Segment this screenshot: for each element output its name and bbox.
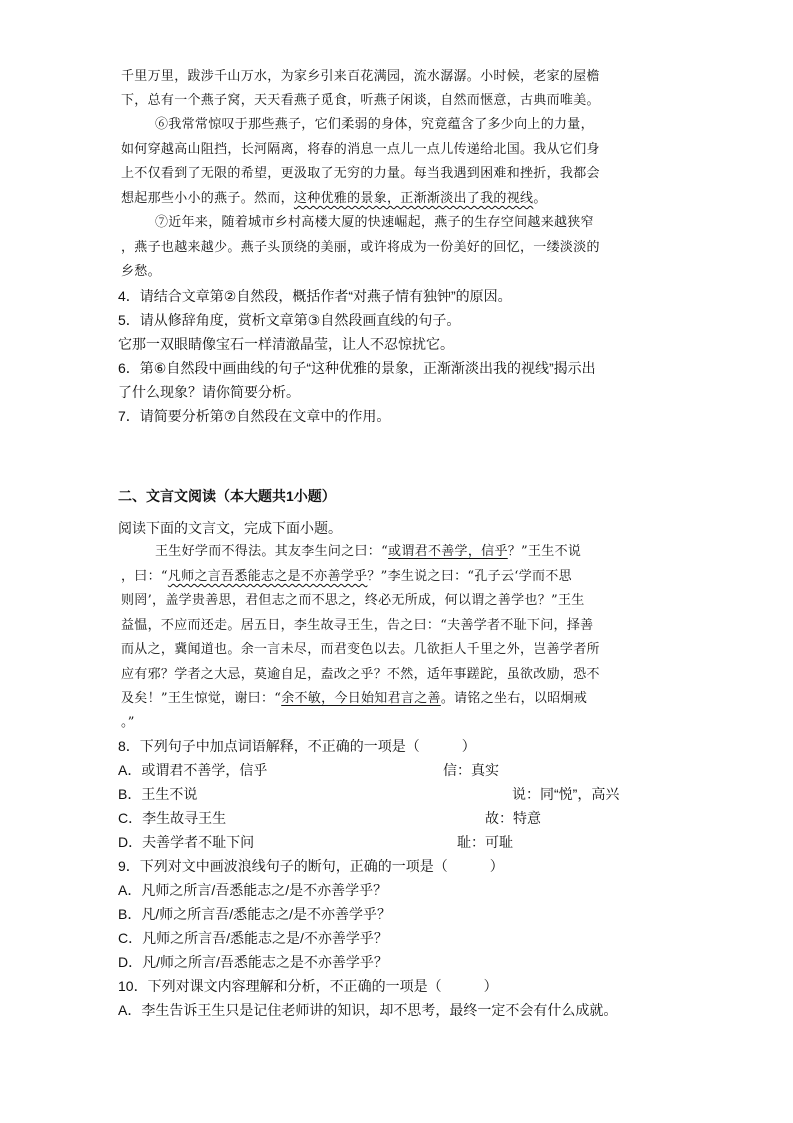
question-8-option-a-gloss: 信：真实 (443, 762, 499, 778)
question-9-option-d: D．凡/师之所言/吾悉能志之是不亦善学乎？ (118, 954, 388, 970)
question-9-option-a: A．凡师之所言/吾悉能志之/是不亦善学乎？ (118, 882, 388, 898)
question-8-option-c-gloss: 故：特意 (485, 810, 541, 826)
essay-para6-line4-tail: 。 (533, 191, 547, 206)
classical-line2 (121, 565, 572, 589)
question-6-line1: 6．第⑥自然段中画曲线的句子“这种优雅的景象，正渐渐淡出我的视线”揭示出 (118, 360, 596, 376)
classical-line1-lead: 王生好学而不得法。其友李生问之曰：“ (155, 544, 389, 559)
section-2-heading: 二、文言文阅读（本大题共1小题） (118, 488, 336, 504)
question-9-option-b: B．凡/师之所言吾/悉能志之/是不亦善学乎？ (118, 906, 392, 922)
question-10-option-a: A．李生告诉王生只是记住老师讲的知识，却不思考，最终一定不会有什么成就。 (118, 1002, 618, 1018)
essay-para5-line1: 千里万里，跋涉千山万水，为家乡引来百花满园，流水潺潺。小时候，老家的屋檐 (121, 69, 600, 84)
question-6-line2: 了什么现象？请你简要分析。 (118, 384, 300, 400)
classical-line7-tail: 。请铭之坐右，以昭炯戒 (440, 691, 588, 706)
underlined-sentence-1: 或谓君不善学，信乎 (388, 544, 508, 559)
question-10-stem: 10．下列对课文内容理解和分析，不正确的一项是（ ） (118, 978, 498, 994)
question-5: 5．请从修辞角度，赏析文章第③自然段画直线的句子。 (118, 312, 461, 328)
essay-para6-line1: ⑥我常常惊叹于那些燕子，它们柔弱的身体，究竟蕴含了多少向上的力量， (155, 117, 594, 132)
classical-line2-tail: ？”李生说之曰：“孔子云‘学而不思 (367, 569, 572, 584)
question-8-option-d-gloss: 耻：可耻 (457, 834, 513, 850)
question-9-option-c: C．凡师之所言吾/悉能志之是/不亦善学乎？ (118, 930, 388, 946)
question-8-option-c: C．李生故寻王生 (118, 810, 227, 826)
classical-line6: 应有邪？学者之大忌，莫逾自足，盍改之乎？不然，适年事蹉跎，虽欲改励，恐不 (121, 667, 600, 682)
curved-underlined-sentence: 这种优雅的景象，正渐渐淡出了我的视线 (293, 191, 534, 206)
essay-para6-line3: 上不仅看到了无限的希望，更汲取了无穷的力量。每当我遇到困难和挫折，我都会 (121, 166, 600, 181)
classical-line1-tail: ？”王生不说 (507, 544, 582, 559)
classical-line5: 而从之，冀闻道也。余一言未尽，而君变色以去。几欲拒人千里之外，岂善学者所 (121, 642, 600, 657)
question-4: 4．请结合文章第②自然段，概括作者“对燕子情有独钟”的原因。 (118, 288, 512, 304)
question-5-quote: 它那一双眼睛像宝石一样清澈晶莹，让人不忍惊扰它。 (118, 336, 454, 352)
essay-para6-line4-lead: 想起那些小小的燕子。然而， (121, 191, 294, 206)
question-8-stem: 8．下列句子中加点词语解释，不正确的一项是（ ） (118, 738, 476, 754)
classical-line2-lead: ，曰：“ (121, 569, 168, 584)
section-2-intro: 阅读下面的文言文，完成下面小题。 (118, 520, 342, 536)
classical-line4: 益愠，不应而还走。居五日，李生故寻王生，告之曰：“夫善学者不耻下问，择善 (121, 618, 594, 633)
essay-para7-line2: ，燕子也越来越少。燕子头顶绕的美丽，或许将成为一份美好的回忆，一缕淡淡的 (121, 240, 600, 255)
classical-line7 (121, 687, 587, 711)
wavy-underlined-sentence: 凡师之言吾悉能志之是不亦善学乎 (167, 569, 368, 584)
classical-line8: 。” (121, 715, 135, 730)
essay-para5-line2: 下，总有一个燕子窝，天天看燕子觅食，听燕子闲谈，自然而惬意，古典而唯美。 (121, 93, 600, 108)
classical-line1 (155, 540, 581, 564)
essay-para7-line1: ⑦近年来，随着城市乡村高楼大厦的快速崛起，燕子的生存空间越来越狭窄 (155, 215, 594, 230)
question-8-option-b: B．王生不说 (118, 786, 198, 802)
question-8-option-d: D．夫善学者不耻下问 (118, 834, 255, 850)
essay-para7-line3: 乡愁。 (121, 264, 161, 279)
underlined-sentence-2: 余不敏，今日始知君言之善 (281, 691, 441, 706)
classical-line7-lead: 及矣！”王生惊觉，谢曰：“ (121, 691, 282, 706)
question-8-option-a: A．或谓君不善学，信乎 (118, 762, 268, 778)
question-7: 7．请简要分析第⑦自然段在文章中的作用。 (118, 408, 391, 424)
question-8-option-b-gloss: 说：同“悦”，高兴 (512, 786, 620, 802)
question-9-stem: 9．下列对文中画波浪线句子的断句，正确的一项是（ ） (118, 858, 504, 874)
classical-line3: 则罔’，盖学贵善思，君但志之而不思之，终必无所成，何以谓之善学也？”王生 (121, 593, 585, 608)
essay-para6-line4 (121, 187, 547, 211)
essay-para6-line2: 如何穿越高山阻挡，长河隔离，将春的消息一点儿一点儿传递给北国。我从它们身 (121, 142, 600, 157)
